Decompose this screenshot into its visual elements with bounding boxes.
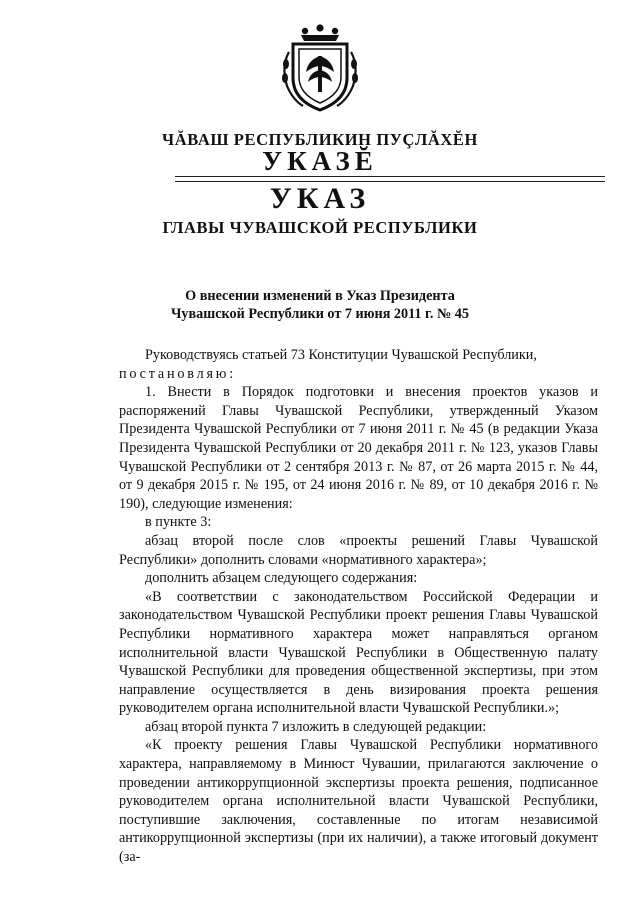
paragraph-amend-2: дополнить абзацем следующего содержания: xyxy=(145,570,418,587)
emblem-area xyxy=(0,22,640,114)
paragraph-quote-2: «К проекту решения Главы Чувашской Республики нормативного характера, направляемому в Минюст Чувашии, прилагаются заключение о проведении антикоррупционной экспертизы проекта решения, подписанное руководителем органа исполнительной власти Чувашской Республики, поступившие заключения, составленные по итогам независимой антикоррупционной экспертизы (при их наличии), а также итоговый документ (за- xyxy=(119,737,598,866)
chuvash-head-title: ЧĂВАШ РЕСПУБЛИКИН ПУÇЛĂХĔН xyxy=(162,130,478,149)
paragraph-amend-1: абзац второй после слов «проекты решений Главы Чувашской Республики» дополнить словами «нормативного характера»; xyxy=(119,532,598,568)
chuvash-emblem-icon xyxy=(275,22,365,114)
paragraph-item-1: 1. Внести в Порядок подготовки и внесения проектов указов и распоряжений Главы Чувашской Республики, утвержденный Указом Президента Чувашской Республики от 7 июня 2011 г. № 45 (в редакции Указа Президента Чувашской Республики от 20 декабря 2011 г. № 123, указов Главы Чувашской Республики от 2 сентября 2013 г. № 87, от 26 марта 2015 г. № 44, от 9 декабря 2015 г. № 195, от 24 июня 2016 г. № 89, от 10 декабря 2016 г. № 190), следующие изменения: xyxy=(119,384,598,512)
subject-line-2: Чувашской Республики от 7 июня 2011 г. № 45 xyxy=(171,306,469,322)
paragraph-point-7: абзац второй пункта 7 изложить в следующей редакции: xyxy=(145,718,487,735)
ukaz-title: УКАЗ xyxy=(269,182,371,215)
paragraph-point-3: в пункте 3: xyxy=(145,514,212,531)
head-of-republic-title: ГЛАВЫ ЧУВАШСКОЙ РЕСПУБЛИКИ xyxy=(162,218,478,237)
decree-subject xyxy=(0,287,640,323)
subject-line-1: О внесении изменений в Указ Президента xyxy=(185,288,455,304)
paragraph-resolve: постановляю: xyxy=(119,365,236,382)
decree-body xyxy=(119,346,598,867)
paragraph-quote-1: «В соответствии с законодательством Российской Федерации и законодательством Чувашской Республики проект решения Главы Чувашской Республики нормативного характера может направляться органом исполнительной власти Чувашской Республики в Общественную палату Чувашской Республики для проведения общественной экспертизы, при этом направление осуществляется в день визирования проекта решения руководителем органа исполнительной власти Чувашской Республики.»; xyxy=(119,588,598,717)
paragraph-basis: Руководствуясь статьей 73 Конституции Чувашской Республики, xyxy=(145,347,537,363)
chuvash-ukaze-title: УКАЗĔ xyxy=(262,146,378,176)
